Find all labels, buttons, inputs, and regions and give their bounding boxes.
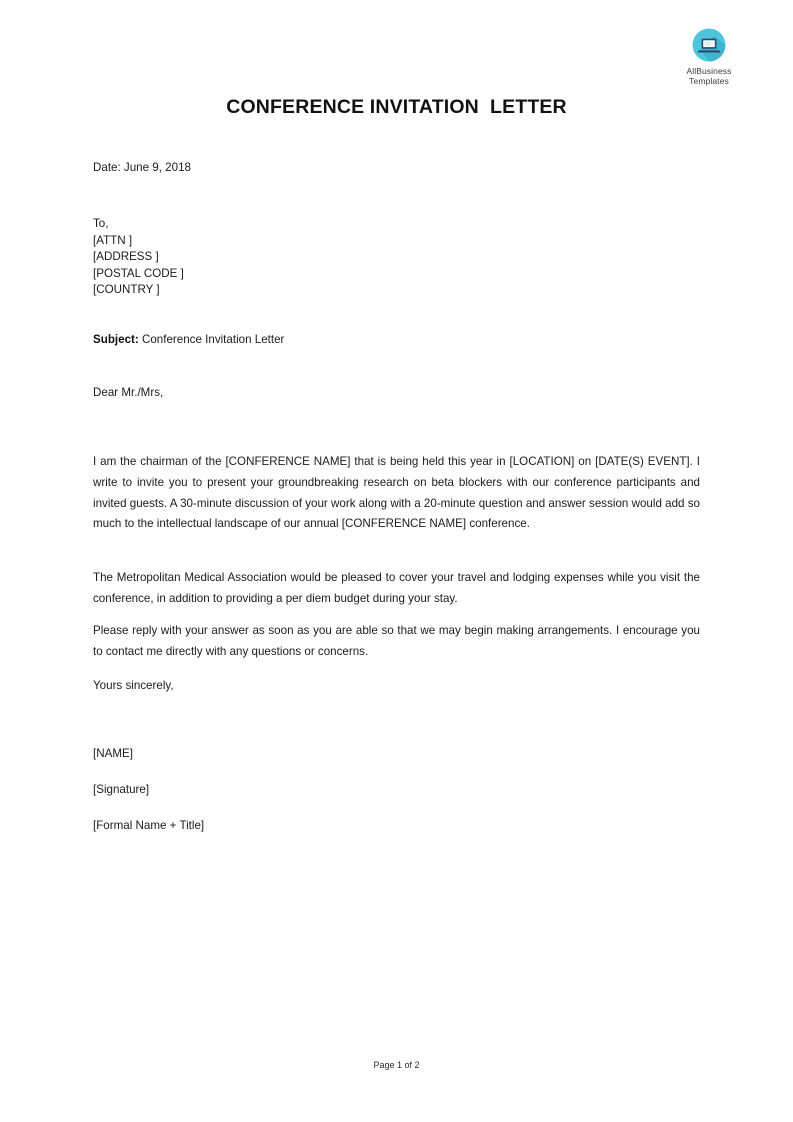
signature-name: [NAME]	[93, 747, 133, 760]
subject-label: Subject:	[93, 333, 139, 346]
recipient-to: To,	[93, 217, 109, 230]
recipient-attn: [ATTN ]	[93, 233, 133, 247]
brand-line-2: Templates	[689, 76, 729, 86]
signature-formal-title: [Formal Name + Title]	[93, 819, 205, 832]
body-paragraph-1: I am the chairman of the [CONFERENCE NAME] that is being held this year in [LOCATION] on [DATE(S) EVENT]. I write to invite you to present your groundbreaking research on beta blockers with our conference participants and invited guests. A 30-minute discussion of your work along with a 20-minute question and answer session would add so much to the intellectual landscape of our annual [CONFERENCE NAME] conference.	[93, 455, 700, 531]
closing-line: Yours sincerely,	[93, 679, 174, 692]
recipient-postal-code: [POSTAL CODE ]	[93, 266, 184, 280]
body-paragraph-2: The Metropolitan Medical Association would be pleased to cover your travel and lodging expenses while you visit the conference, in addition to providing a per diem budget during your stay.	[93, 571, 700, 605]
body-paragraph-3: Please reply with your answer as soon as you are able so that we may begin making arrangements. I encourage you to contact me directly with any questions or concerns.	[93, 624, 700, 658]
laptop-circle-icon	[692, 28, 726, 62]
recipient-address-block	[93, 216, 700, 299]
subject-line	[93, 332, 700, 349]
salutation: Dear Mr./Mrs,	[93, 386, 164, 399]
brand-logo	[655, 28, 763, 86]
recipient-country: [COUNTRY ]	[93, 283, 160, 297]
date-line: Date: June 9, 2018	[93, 161, 191, 174]
subject-value: Conference Invitation Letter	[141, 333, 285, 346]
page-footer: Page 1 of 2	[373, 1060, 420, 1070]
signature-placeholder: [Signature]	[93, 783, 150, 796]
brand-wordmark	[655, 66, 763, 86]
page-title: CONFERENCE INVITATION LETTER	[226, 96, 567, 118]
recipient-address: [ADDRESS ]	[93, 250, 159, 264]
brand-line-1: AllBusiness	[686, 66, 732, 76]
